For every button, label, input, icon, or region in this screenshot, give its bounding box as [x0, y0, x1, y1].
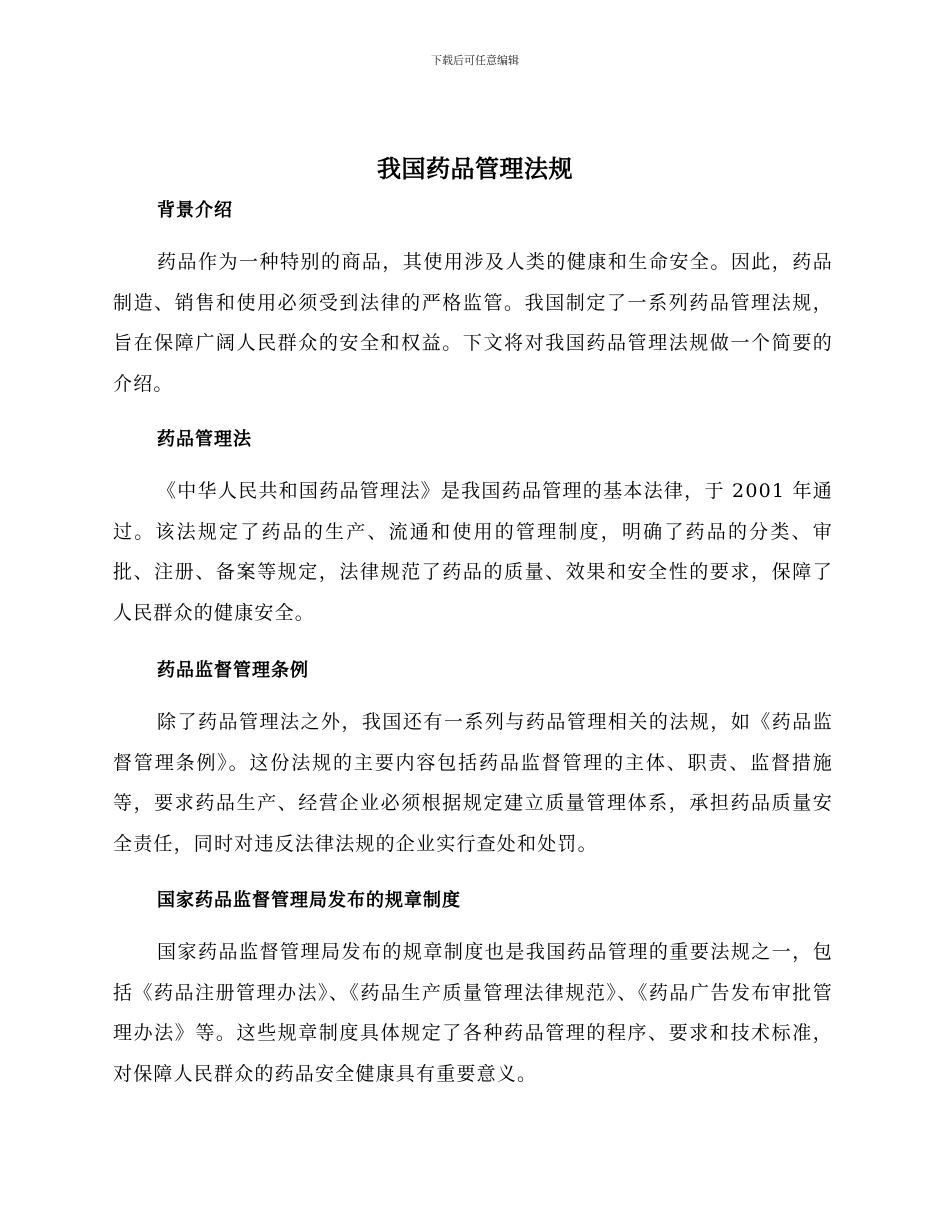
section-body-background: 药品作为一种特别的商品，其使用涉及人类的健康和生命安全。因此，药品制造、销售和使用必须受到法律的严格监管。我国制定了一系列药品管理法规，旨在保障广阔人民群众的安全和权益。下文将对我国药品管理法规做一个简要的介绍。 [113, 251, 833, 395]
section-heading-background: 背景介绍 [157, 200, 233, 221]
section-heading-drug-law: 药品管理法 [157, 429, 252, 450]
section-body-drug-law: 《中华人民共和国药品管理法》是我国药品管理的基本法律，于 2001 年通过。该法规定了药品的生产、流通和使用的管理制度，明确了药品的分类、审批、注册、备案等规定，法律规范了药品的质量、效果和安全性的要求，保障了人民群众的健康安全。 [113, 480, 833, 624]
document-title: 我国药品管理法规 [377, 155, 573, 183]
section-heading-supervision-regulation: 药品监督管理条例 [157, 660, 309, 681]
section-body-nmpa-rules: 国家药品监督管理局发布的规章制度也是我国药品管理的重要法规之一，包括《药品注册管理办法》、《药品生产质量管理法律规范》、《药品广告发布审批管理办法》等。这些规章制度具体规定了各种药品管理的程序、要求和技术标准，对保障人民群众的药品安全健康具有重要意义。 [113, 941, 833, 1085]
section-body-supervision-regulation: 除了药品管理法之外，我国还有一系列与药品管理相关的法规，如《药品监督管理条例》。这份法规的主要内容包括药品监督管理的主体、职责、监督措施等，要求药品生产、经营企业必须根据规定建立质量管理体系，承担药品质量安全责任，同时对违反法律法规的企业实行查处和处罚。 [113, 711, 833, 855]
page-header-note: 下载后可任意编辑 [431, 54, 519, 67]
section-heading-nmpa-rules: 国家药品监督管理局发布的规章制度 [157, 890, 461, 911]
